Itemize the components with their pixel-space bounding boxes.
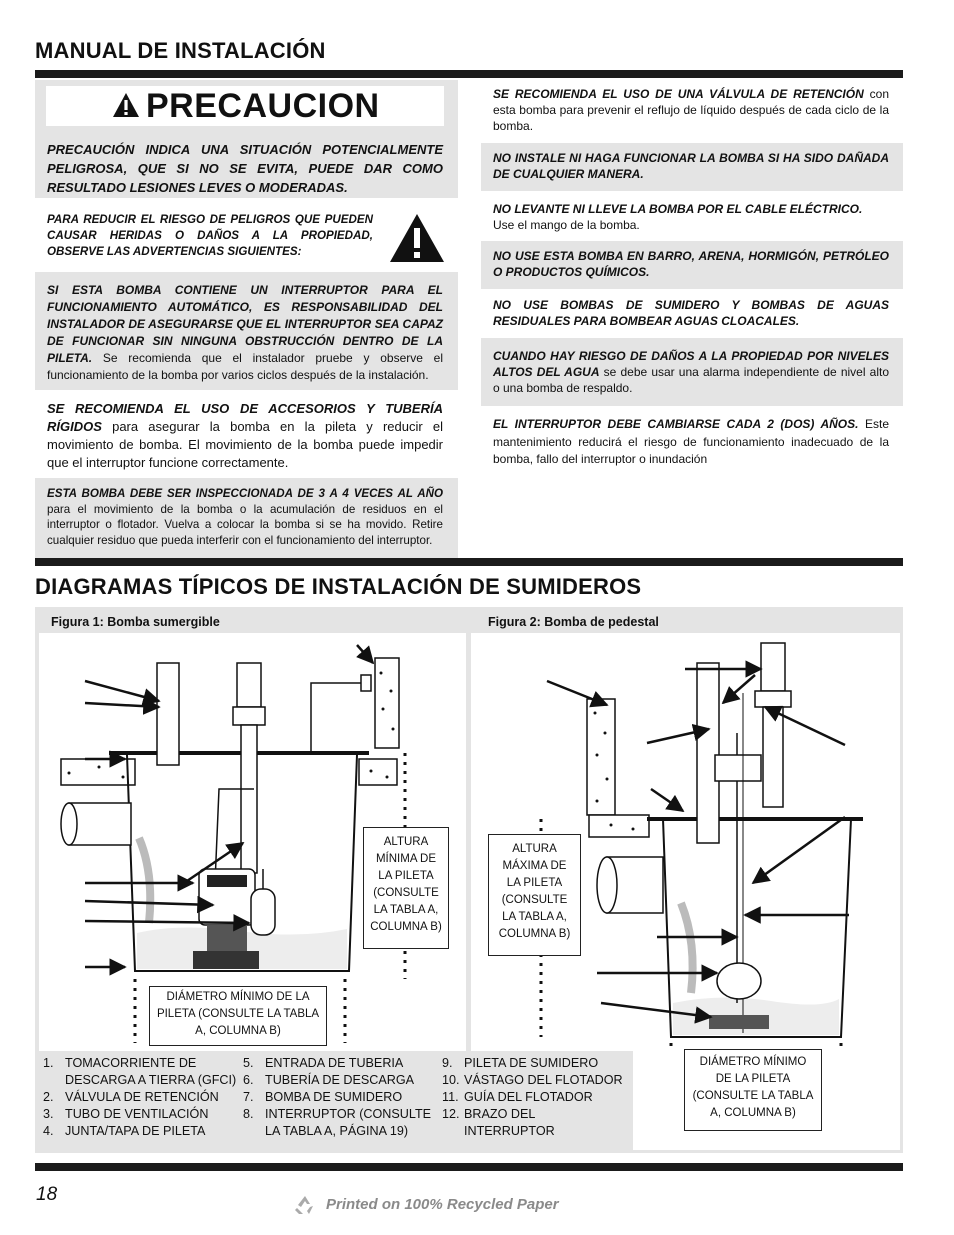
min-height-line: MÍNIMA DE — [375, 853, 437, 865]
accessories-warning — [47, 400, 443, 472]
inspect-bold: ESTA BOMBA DEBE SER INSPECCIONADA DE 3 A 4 VECES AL AÑO — [47, 487, 443, 500]
max-height-line: MÁXIMA DE — [502, 860, 567, 872]
legend-item: VÁSTAGO DEL FLOTADOR — [464, 1073, 623, 1087]
diagrams-title: DIAGRAMAS TÍPICOS DE INSTALACIÓN DE SUMIDEROS — [35, 574, 642, 599]
legend-number: 4. — [43, 1124, 54, 1138]
recycle-icon — [293, 1194, 317, 1216]
legend-number: 11. — [442, 1090, 459, 1104]
legend-item: PILETA DE SUMIDERO — [464, 1056, 599, 1070]
reduce-risk-text: PARA REDUCIR EL RIESGO DE PELIGROS QUE PUEDEN CAUSAR HERIDAS O DAÑOS A LA PROPIEDAD, OBSERVE LAS ADVERTENCIAS SIGUIENTES: — [47, 213, 373, 258]
accessories-bold: SE RECOMIENDA EL USO DE ACCESORIOS Y TUBERÍA RÍGIDOS — [47, 401, 443, 434]
legend-number: 6. — [243, 1073, 254, 1087]
cord-warning — [493, 201, 889, 233]
max-height-note — [488, 834, 581, 956]
flood-warning — [493, 348, 889, 396]
page-number: 18 — [36, 1184, 58, 1205]
legend-number: 9. — [442, 1056, 453, 1070]
legend-col-1 — [43, 1055, 236, 1140]
min-height-line: COLUMNA B) — [370, 921, 442, 933]
legend-item: INTERRUPTOR (CONSULTE — [265, 1107, 432, 1121]
max-height-line: ALTURA — [512, 843, 557, 855]
switch-warning — [47, 282, 443, 384]
legend-item-cont: LA TABLA A, PÁGINA 19) — [265, 1124, 409, 1138]
switch-warning-bold: SI ESTA BOMBA CONTIENE UN INTERRUPTOR PARA EL FUNCIONAMIENTO AUTOMÁTICO, ES RESPONSABILIDAD DEL INSTALADOR DE ASEGURARSE QUE EL INTERRUPTOR SEA CAPAZ DE FUNCIONAR SIN NINGUNA OBSTRUCCIÓN DENTRO DE LA PILETA. — [47, 283, 443, 365]
min-diameter-line: DE LA PILETA — [715, 1073, 791, 1085]
figure-1-label: Figura 1: Bomba sumergible — [41, 611, 268, 633]
cord-text: Use el mango de la bomba. — [493, 218, 640, 232]
min-diameter-note-1 — [149, 986, 327, 1046]
legend-number: 3. — [43, 1107, 54, 1121]
sewage-warning: NO USE BOMBAS DE SUMIDERO Y BOMBAS DE AGUAS RESIDUALES PARA BOMBEAR AGUAS CLOACALES. — [493, 298, 889, 328]
legend-col-3 — [442, 1055, 623, 1140]
legend-item: TUBERÍA DE DESCARGA — [265, 1073, 415, 1087]
check-valve-warning — [493, 86, 889, 134]
min-diameter-line: A, COLUMNA B) — [710, 1107, 796, 1119]
legend-item: ENTRADA DE TUBERIA — [265, 1056, 404, 1070]
legend-item: TOMACORRIENTE DE — [65, 1056, 197, 1070]
legend-item: BRAZO DEL — [464, 1107, 536, 1121]
section-rule — [35, 558, 903, 566]
header-rule — [35, 70, 903, 78]
caution-definition: PRECAUCIÓN INDICA UNA SITUACIÓN POTENCIALMENTE PELIGROSA, QUE SI NO SE EVITA, PUEDE DAR COMO RESULTADO LESIONES LEVES O MODERADAS. — [47, 142, 443, 195]
legend-item-cont: DESCARGA A TIERRA (GFCI) — [65, 1073, 237, 1087]
legend-item: VÁLVULA DE RETENCIÓN — [65, 1090, 219, 1104]
legend-item: BOMBA DE SUMIDERO — [265, 1090, 403, 1104]
footer-rule — [35, 1163, 903, 1171]
min-height-note — [363, 827, 449, 949]
switch-warning-text: Se recomienda que el instalador pruebe y observe el funcionamiento de la bomba por varios ciclos después de la instalación. — [47, 351, 443, 382]
inspect-warning — [47, 486, 443, 548]
min-diameter-line: DIÁMETRO MÍNIMO — [699, 1056, 807, 1068]
warning-triangle-icon — [112, 92, 140, 118]
cord-bold: NO LEVANTE NI LLEVE LA BOMBA POR EL CABLE ELÉCTRICO. — [493, 202, 863, 216]
legend-item: GUÍA DEL FLOTADOR — [464, 1090, 593, 1104]
min-diameter-line: A, COLUMNA B) — [195, 1025, 281, 1037]
legend-number: 10. — [442, 1073, 460, 1087]
flood-text: se debe usar una alarma independiente de nivel alto o una bomba de respaldo. — [493, 365, 889, 395]
legend-item-cont: INTERRUPTOR — [464, 1124, 555, 1138]
recycled-paper-note: Printed on 100% Recycled Paper — [326, 1196, 559, 1213]
replace-text: Este mantenimiento reducirá el riesgo de funcionamiento inadecuado de la bomba, fallo del interruptor o inundación — [493, 417, 889, 466]
min-height-line: (CONSULTE — [373, 887, 439, 899]
check-valve-bold: SE RECOMIENDA EL USO DE UNA VÁLVULA DE RETENCIÓN — [493, 87, 864, 101]
max-height-line: LA TABLA A, — [502, 911, 567, 923]
min-diameter-line: DIÁMETRO MÍNIMO DE LA — [166, 991, 310, 1003]
legend-number: 12. — [442, 1107, 460, 1121]
check-valve-text: con esta bomba para prevenir el reflujo de líquido después de cada ciclo de la bomba. — [493, 87, 889, 133]
figure-2-label: Figura 2: Bomba de pedestal — [478, 611, 707, 633]
inspect-text: para el movimiento de la bomba o la acumulación de residuos en el interruptor o flotador. Vuelva a colocar la bomba si se ha movido. Retire cualquier residuo que pueda interferir con el funcionamiento del interruptor. — [47, 502, 443, 547]
replace-bold: EL INTERRUPTOR DEBE CAMBIARSE CADA 2 (DOS) AÑOS. — [493, 417, 859, 431]
damaged-warning: NO INSTALE NI HAGA FUNCIONAR LA BOMBA SI HA SIDO DAÑADA DE CUALQUIER MANERA. — [493, 151, 889, 181]
page-title: MANUAL DE INSTALACIÓN — [35, 38, 326, 63]
accessories-text: para asegurar la bomba en la pileta y reducir el movimiento de bomba. El movimiento de la bomba puede impedir que el interruptor funcione correctamente. — [47, 419, 443, 470]
min-height-line: LA TABLA A, — [373, 904, 439, 916]
legend-number: 2. — [43, 1090, 54, 1104]
legend-col-2 — [243, 1055, 431, 1140]
legend-number: 7. — [243, 1090, 254, 1104]
min-diameter-line: PILETA (CONSULTE LA TABLA — [156, 1008, 320, 1020]
flood-bold: CUANDO HAY RIESGO DE DAÑOS A LA PROPIEDAD POR NIVELES ALTOS DEL AGUA — [493, 349, 889, 379]
caution-banner — [46, 86, 444, 126]
legend-item: JUNTA/TAPA DE PILETA — [65, 1124, 206, 1138]
legend-number: 8. — [243, 1107, 254, 1121]
min-diameter-line: (CONSULTE LA TABLA — [692, 1090, 814, 1102]
min-height-line: ALTURA — [383, 836, 429, 848]
max-height-line: (CONSULTE — [501, 894, 568, 906]
max-height-line: LA PILETA — [506, 877, 563, 889]
legend-item: TUBO DE VENTILACIÓN — [65, 1107, 209, 1121]
min-height-line: LA PILETA — [378, 870, 434, 882]
legend-number: 5. — [243, 1056, 254, 1070]
legend-number: 1. — [43, 1056, 54, 1070]
max-height-line: COLUMNA B) — [498, 928, 571, 940]
replace-switch-warning — [493, 416, 889, 469]
mud-warning: NO USE ESTA BOMBA EN BARRO, ARENA, HORMIGÓN, PETRÓLEO O PRODUCTOS QUÍMICOS. — [493, 249, 889, 279]
caution-title: PRECAUCION — [146, 87, 380, 125]
warning-triangle-large-icon — [388, 212, 446, 264]
min-diameter-note-2 — [684, 1049, 822, 1131]
